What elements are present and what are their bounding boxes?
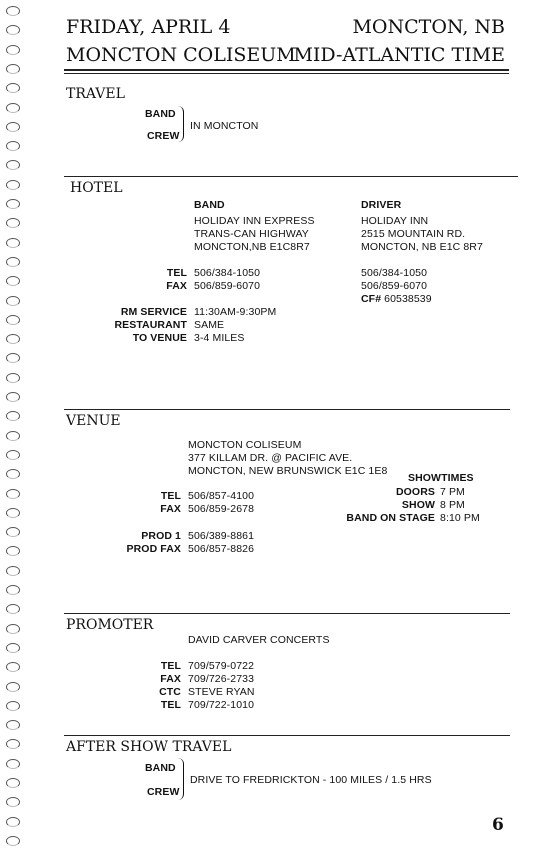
binding-hole bbox=[6, 276, 20, 286]
binding-hole bbox=[6, 373, 20, 383]
binding-hole bbox=[6, 450, 20, 460]
hotel-to-venue-label: TO VENUE bbox=[132, 332, 187, 344]
binding-hole bbox=[6, 624, 20, 634]
binding-hole bbox=[6, 238, 20, 248]
promoter-fax-label: FAX bbox=[160, 673, 181, 685]
binding-hole bbox=[6, 720, 20, 730]
binding-hole bbox=[6, 257, 20, 267]
binding-hole bbox=[6, 334, 20, 344]
hotel-band-line-2: TRANS-CAN HIGHWAY bbox=[194, 228, 309, 240]
venue-prod-fax-label: PROD FAX bbox=[126, 543, 181, 555]
hotel-band-line-3: MONCTON,NB E1C8R7 bbox=[194, 241, 310, 253]
after-show-band-label: BAND bbox=[145, 762, 176, 774]
hotel-driver-heading: DRIVER bbox=[361, 199, 402, 211]
promoter-tel2: 709/722-1010 bbox=[188, 699, 255, 711]
showtimes-heading: SHOWTIMES bbox=[408, 472, 474, 484]
promoter-ctc: STEVE RYAN bbox=[188, 686, 255, 698]
venue-fax-label: FAX bbox=[160, 503, 181, 515]
promoter-ctc-label: CTC bbox=[159, 686, 181, 698]
hotel-band-heading: BAND bbox=[194, 199, 225, 211]
travel-title: TRAVEL bbox=[66, 86, 125, 102]
binding-hole bbox=[6, 604, 20, 614]
showtimes-band: 8:10 PM bbox=[440, 512, 480, 524]
spiral-binding bbox=[6, 0, 22, 854]
venue-prod-fax: 506/857-8826 bbox=[188, 543, 255, 555]
hotel-band-tel: 506/384-1050 bbox=[194, 267, 261, 279]
binding-hole bbox=[6, 836, 20, 846]
hotel-rm-service-label: RM SERVICE bbox=[120, 306, 187, 318]
binding-hole bbox=[6, 778, 20, 788]
travel-location: IN MONCTON bbox=[190, 120, 259, 132]
venue-line-1: MONCTON COLISEUM bbox=[188, 439, 302, 451]
travel-band-label: BAND bbox=[145, 108, 176, 120]
venue-title: VENUE bbox=[66, 413, 121, 429]
binding-hole bbox=[6, 122, 20, 132]
after-show-title: AFTER SHOW TRAVEL bbox=[66, 739, 232, 755]
header-city: MONCTON, NB bbox=[352, 16, 505, 38]
binding-hole bbox=[6, 392, 20, 402]
binding-hole bbox=[6, 141, 20, 151]
promoter-tel2-label: TEL bbox=[160, 699, 181, 711]
hotel-driver-line-2: 2515 MOUNTAIN RD. bbox=[361, 228, 466, 240]
binding-hole bbox=[6, 662, 20, 672]
promoter-fax: 709/726-2733 bbox=[188, 673, 255, 685]
binding-hole bbox=[6, 469, 20, 479]
venue-fax: 506/859-2678 bbox=[188, 503, 255, 515]
showtimes-band-label: BAND ON STAGE bbox=[346, 512, 435, 524]
binding-hole bbox=[6, 353, 20, 363]
venue-line-3: MONCTON, NEW BRUNSWICK E1C 1E8 bbox=[188, 465, 388, 477]
binding-hole bbox=[6, 6, 20, 16]
hotel-tel-label: TEL bbox=[166, 267, 187, 279]
binding-hole bbox=[6, 315, 20, 325]
showtimes-doors-label: DOORS bbox=[395, 486, 435, 498]
cf-value: 60538539 bbox=[384, 293, 432, 305]
binding-hole bbox=[6, 431, 20, 441]
binding-hole bbox=[6, 489, 20, 499]
binding-hole bbox=[6, 45, 20, 55]
showtimes-show: 8 PM bbox=[440, 499, 465, 511]
venue-tel-label: TEL bbox=[160, 490, 181, 502]
promoter-tel-label: TEL bbox=[160, 660, 181, 672]
header-venue: MONCTON COLISEUM bbox=[66, 44, 296, 66]
binding-hole bbox=[6, 411, 20, 421]
hotel-rule bbox=[64, 176, 518, 177]
binding-hole bbox=[6, 25, 20, 35]
promoter-name: DAVID CARVER CONCERTS bbox=[188, 634, 330, 646]
after-show-brace bbox=[177, 758, 184, 800]
hotel-restaurant: SAME bbox=[194, 319, 225, 331]
binding-hole bbox=[6, 296, 20, 306]
hotel-fax-label: FAX bbox=[166, 280, 187, 292]
header-rule bbox=[64, 69, 509, 71]
venue-prod1: 506/389-8861 bbox=[188, 530, 255, 542]
cf-label: CF# bbox=[361, 293, 382, 305]
page-number: 6 bbox=[492, 815, 504, 835]
after-show-rule bbox=[64, 735, 510, 736]
venue-tel: 506/857-4100 bbox=[188, 490, 255, 502]
promoter-tel: 709/579-0722 bbox=[188, 660, 255, 672]
binding-hole bbox=[6, 83, 20, 93]
hotel-driver-fax: 506/859-6070 bbox=[361, 280, 428, 292]
showtimes-show-label: SHOW bbox=[401, 499, 435, 511]
binding-hole bbox=[6, 546, 20, 556]
promoter-title: PROMOTER bbox=[66, 617, 154, 633]
travel-brace bbox=[177, 106, 184, 142]
venue-prod1-label: PROD 1 bbox=[141, 530, 181, 542]
after-show-note: DRIVE TO FREDRICKTON - 100 MILES / 1.5 HRS bbox=[190, 774, 432, 786]
hotel-driver-line-3: MONCTON, NB E1C 8R7 bbox=[361, 241, 483, 253]
travel-crew-label: CREW bbox=[147, 130, 180, 142]
binding-hole bbox=[6, 817, 20, 827]
hotel-driver-confirmation bbox=[361, 293, 432, 305]
binding-hole bbox=[6, 508, 20, 518]
binding-hole bbox=[6, 103, 20, 113]
binding-hole bbox=[6, 643, 20, 653]
binding-hole bbox=[6, 739, 20, 749]
after-show-crew-label: CREW bbox=[147, 786, 180, 798]
binding-hole bbox=[6, 566, 20, 576]
binding-hole bbox=[6, 701, 20, 711]
promoter-rule bbox=[64, 613, 510, 614]
header-timezone: MID-ATLANTIC TIME bbox=[293, 44, 505, 66]
hotel-restaurant-label: RESTAURANT bbox=[114, 319, 187, 331]
hotel-rm-service: 11:30AM-9:30PM bbox=[194, 306, 277, 318]
binding-hole bbox=[6, 160, 20, 170]
hotel-driver-line-1: HOLIDAY INN bbox=[361, 215, 429, 227]
hotel-driver-tel: 506/384-1050 bbox=[361, 267, 428, 279]
binding-hole bbox=[6, 527, 20, 537]
binding-hole bbox=[6, 682, 20, 692]
showtimes-doors: 7 PM bbox=[440, 486, 465, 498]
binding-hole bbox=[6, 180, 20, 190]
binding-hole bbox=[6, 218, 20, 228]
hotel-band-line-1: HOLIDAY INN EXPRESS bbox=[194, 215, 315, 227]
binding-hole bbox=[6, 64, 20, 74]
hotel-band-fax: 506/859-6070 bbox=[194, 280, 261, 292]
venue-line-2: 377 KILLAM DR. @ PACIFIC AVE. bbox=[188, 452, 353, 464]
binding-hole bbox=[6, 797, 20, 807]
hotel-title: HOTEL bbox=[70, 180, 123, 196]
binding-hole bbox=[6, 585, 20, 595]
hotel-to-venue: 3-4 MILES bbox=[194, 332, 245, 344]
header-date: FRIDAY, APRIL 4 bbox=[66, 16, 231, 38]
binding-hole bbox=[6, 199, 20, 209]
venue-rule bbox=[64, 409, 510, 410]
binding-hole bbox=[6, 759, 20, 769]
header-rule-2 bbox=[64, 73, 509, 74]
